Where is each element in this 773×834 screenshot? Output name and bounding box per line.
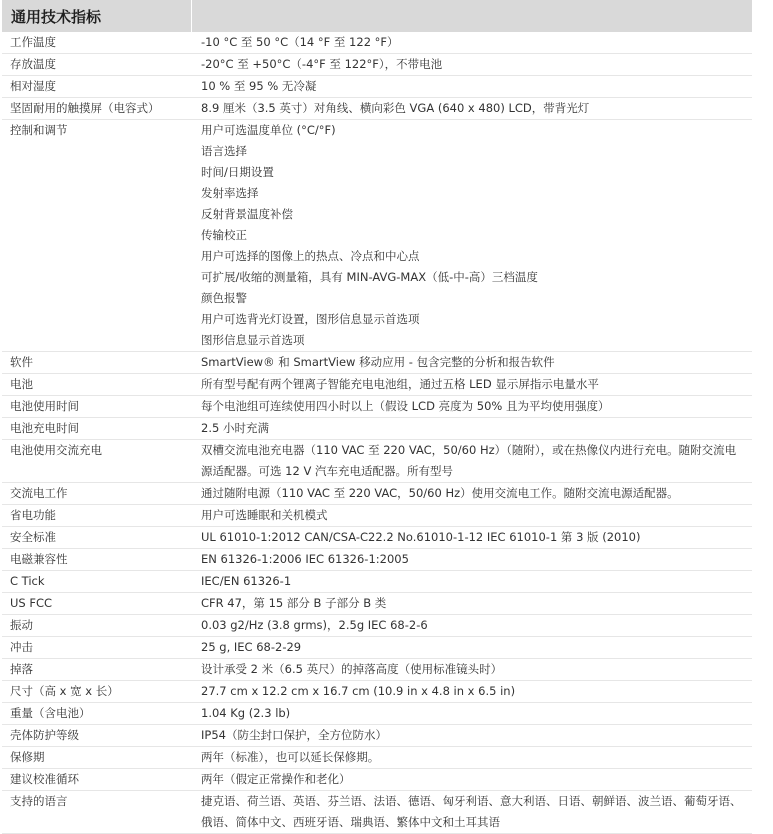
header-empty-cell [191, 0, 752, 32]
spec-label: 相对湿度 [2, 76, 191, 98]
spec-label: 安全标准 [2, 527, 191, 549]
spec-row [2, 725, 752, 747]
spec-value [191, 725, 752, 747]
spec-value-line: 10 % 至 95 % 无冷凝 [201, 79, 317, 93]
spec-label: C Tick [2, 571, 191, 593]
spec-label: 建议校准循环 [2, 769, 191, 791]
spec-value [191, 440, 752, 483]
spec-row [2, 527, 752, 549]
spec-value-line: 颜色报警 [201, 291, 247, 305]
spec-row [2, 769, 752, 791]
spec-row [2, 374, 752, 396]
table-title: 通用技术指标 [11, 7, 102, 26]
spec-value-line: 27.7 cm x 12.2 cm x 16.7 cm (10.9 in x 4.8 in x 6.5 in) [201, 684, 516, 698]
spec-label: 控制和调节 [2, 120, 191, 352]
spec-table [2, 0, 752, 834]
spec-value-line: 用户可选温度单位 (°C/°F) [201, 123, 336, 137]
spec-value [191, 769, 752, 791]
spec-value [191, 505, 752, 527]
spec-row [2, 791, 752, 834]
header-title-cell [2, 0, 191, 32]
spec-value [191, 615, 752, 637]
spec-value-line: 两年（假定正常操作和老化） [201, 772, 351, 786]
spec-label: 软件 [2, 352, 191, 374]
spec-row [2, 681, 752, 703]
spec-value-line: 用户可选背光灯设置，图形信息显示首选项 [201, 312, 420, 326]
spec-label: 振动 [2, 615, 191, 637]
spec-label: 支持的语言 [2, 791, 191, 834]
spec-value-line: 用户可选睡眠和关机模式 [201, 508, 328, 522]
spec-value-line: 每个电池组可连续使用四小时以上（假设 LCD 亮度为 50% 且为平均使用强度） [201, 399, 610, 413]
spec-value-line: -10 °C 至 50 °C（14 °F 至 122 °F） [201, 35, 399, 49]
spec-value [191, 681, 752, 703]
spec-label: 电池使用时间 [2, 396, 191, 418]
spec-value-line: 图形信息显示首选项 [201, 333, 305, 347]
spec-value [191, 483, 752, 505]
spec-row [2, 549, 752, 571]
spec-value-line: 两年（标准），也可以延长保修期。 [201, 750, 380, 764]
spec-row [2, 120, 752, 352]
spec-value [191, 659, 752, 681]
spec-value-line: IP54（防尘封口保护，全方位防水） [201, 728, 387, 742]
spec-value [191, 549, 752, 571]
spec-label: 电磁兼容性 [2, 549, 191, 571]
spec-table-body [2, 0, 752, 834]
spec-value [191, 54, 752, 76]
spec-row [2, 98, 752, 120]
spec-value-line: -20°C 至 +50°C（-4°F 至 122°F），不带电池 [201, 57, 443, 71]
spec-value [191, 120, 752, 352]
spec-value-line: 用户可选择的图像上的热点、冷点和中心点 [201, 249, 420, 263]
spec-row [2, 659, 752, 681]
spec-value [191, 637, 752, 659]
spec-value [191, 571, 752, 593]
spec-row [2, 418, 752, 440]
spec-label: 省电功能 [2, 505, 191, 527]
spec-value-line: 0.03 g2/Hz (3.8 grms)，2.5g IEC 68-2-6 [201, 618, 428, 632]
spec-value-line: 捷克语、荷兰语、英语、芬兰语、法语、德语、匈牙利语、意大利语、日语、朝鲜语、波兰语、葡萄牙语、 [201, 794, 742, 808]
spec-value [191, 374, 752, 396]
spec-value [191, 32, 752, 54]
spec-row [2, 637, 752, 659]
spec-value-line: 传输校正 [201, 228, 247, 242]
spec-row [2, 76, 752, 98]
spec-row [2, 396, 752, 418]
spec-value-line: 源适配器。可选 12 V 汽车充电适配器。所有型号 [201, 464, 453, 478]
spec-value-line: IEC/EN 61326-1 [201, 574, 292, 588]
spec-value-line: SmartView® 和 SmartView 移动应用 - 包含完整的分析和报告软件 [201, 355, 555, 369]
spec-label: 交流电工作 [2, 483, 191, 505]
spec-value-line: EN 61326-1:2006 IEC 61326-1:2005 [201, 552, 409, 566]
spec-value [191, 747, 752, 769]
spec-label: 尺寸（高 x 宽 x 长） [2, 681, 191, 703]
spec-row [2, 352, 752, 374]
spec-label: 电池使用交流充电 [2, 440, 191, 483]
spec-value [191, 396, 752, 418]
spec-value-line: 俄语、简体中文、西班牙语、瑞典语、繁体中文和土耳其语 [201, 815, 500, 829]
spec-label: 坚固耐用的触摸屏（电容式） [2, 98, 191, 120]
spec-value [191, 703, 752, 725]
spec-value-line: 设计承受 2 米（6.5 英尺）的掉落高度（使用标准镜头时） [201, 662, 503, 676]
spec-row [2, 593, 752, 615]
spec-label: 重量（含电池） [2, 703, 191, 725]
spec-label: 掉落 [2, 659, 191, 681]
spec-label: 壳体防护等级 [2, 725, 191, 747]
spec-label: US FCC [2, 593, 191, 615]
spec-value [191, 527, 752, 549]
spec-value [191, 418, 752, 440]
spec-row [2, 440, 752, 483]
spec-value-line: 2.5 小时充满 [201, 421, 269, 435]
spec-value-line: 1.04 Kg (2.3 lb) [201, 706, 291, 720]
spec-value-line: 通过随附电源（110 VAC 至 220 VAC，50/60 Hz）使用交流电工作。随附交流电源适配器。 [201, 486, 679, 500]
spec-label: 电池充电时间 [2, 418, 191, 440]
spec-value-line: 可扩展/收缩的测量箱，具有 MIN-AVG-MAX（低-中-高）三档温度 [201, 270, 538, 284]
spec-row [2, 747, 752, 769]
spec-row [2, 571, 752, 593]
spec-label: 存放温度 [2, 54, 191, 76]
spec-value [191, 593, 752, 615]
spec-row [2, 32, 752, 54]
spec-value [191, 98, 752, 120]
spec-row [2, 703, 752, 725]
spec-label: 工作温度 [2, 32, 191, 54]
spec-value-line: 所有型号配有两个锂离子智能充电电池组，通过五格 LED 显示屏指示电量水平 [201, 377, 599, 391]
spec-label: 保修期 [2, 747, 191, 769]
spec-value-line: 语言选择 [201, 144, 247, 158]
spec-value-line: 反射背景温度补偿 [201, 207, 293, 221]
spec-row [2, 615, 752, 637]
spec-value-line: 8.9 厘米（3.5 英寸）对角线、横向彩色 VGA (640 x 480) LCD，带背光灯 [201, 101, 590, 115]
spec-value-line: 时间/日期设置 [201, 165, 274, 179]
spec-value [191, 76, 752, 98]
table-header-row [2, 0, 752, 32]
spec-value-line: 25 g, IEC 68-2-29 [201, 640, 302, 654]
spec-value [191, 352, 752, 374]
spec-value [191, 791, 752, 834]
spec-value-line: 发射率选择 [201, 186, 259, 200]
spec-value-line: 双槽交流电池充电器（110 VAC 至 220 VAC，50/60 Hz）（随附），或在热像仪内进行充电。随附交流电 [201, 443, 737, 457]
spec-row [2, 505, 752, 527]
spec-value-line: CFR 47，第 15 部分 B 子部分 B 类 [201, 596, 387, 610]
spec-row [2, 54, 752, 76]
spec-row [2, 483, 752, 505]
spec-label: 冲击 [2, 637, 191, 659]
spec-value-line: UL 61010-1:2012 CAN/CSA-C22.2 No.61010-1-12 IEC 61010-1 第 3 版 (2010) [201, 530, 641, 544]
spec-label: 电池 [2, 374, 191, 396]
